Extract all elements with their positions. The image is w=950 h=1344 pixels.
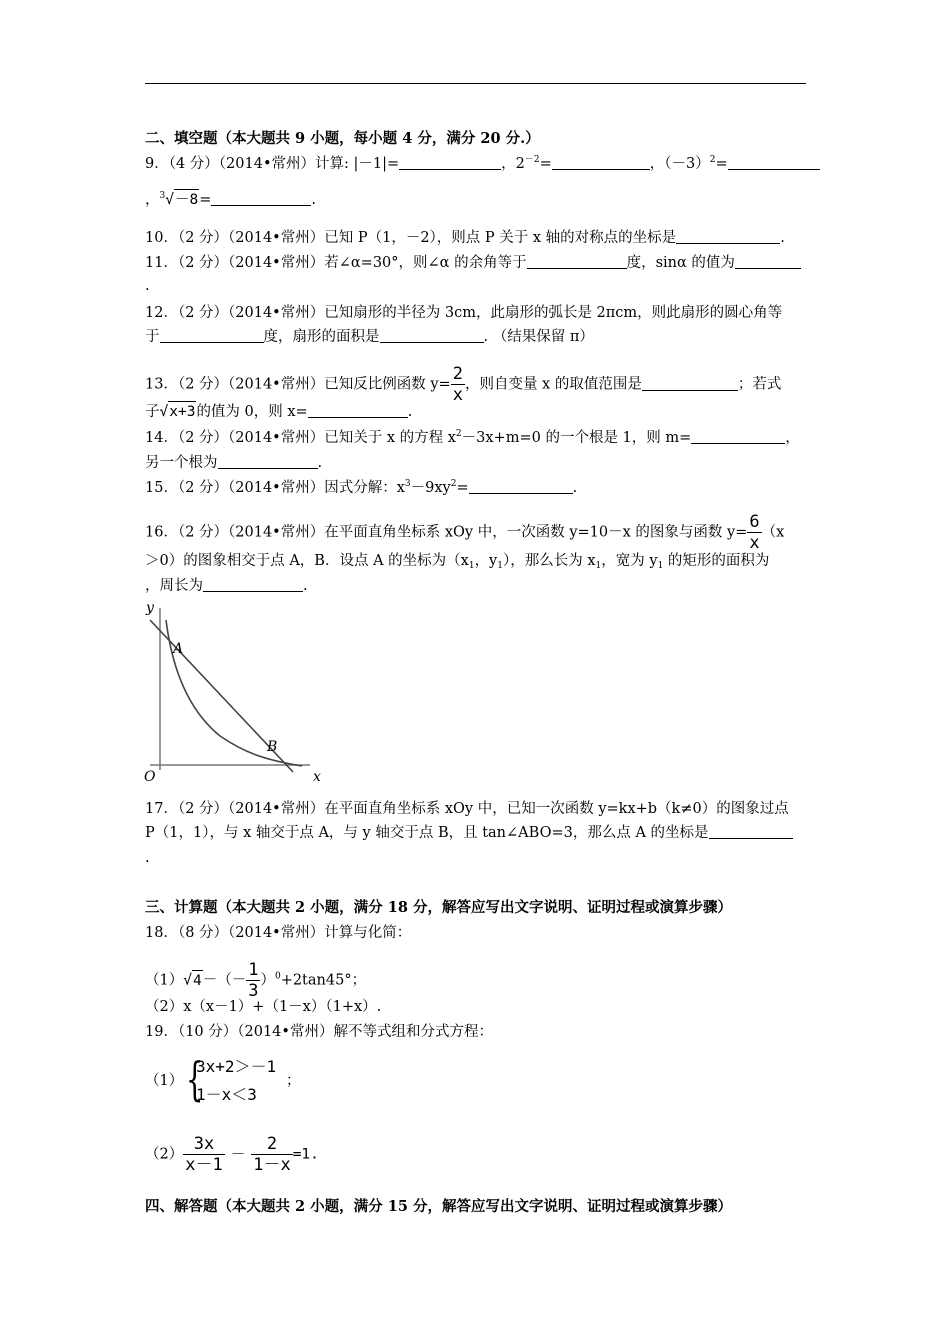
- question-19-part1-label: （1）: [145, 1073, 184, 1089]
- numerator: 2: [251, 1134, 292, 1155]
- denominator: 3: [248, 981, 259, 1001]
- q14-text: 另一个根为: [145, 455, 218, 471]
- fraction-2-over-x: [451, 364, 465, 405]
- hyperbola-line-figure: [140, 598, 340, 790]
- question-12-line1: 12．（2 分）（2014•常州）已知扇形的半径为 3cm，此扇形的弧长是 2πcm，则此扇形的圆心角等: [145, 305, 783, 321]
- answer-blank: [218, 454, 318, 469]
- q9-text: ，2: [501, 156, 525, 172]
- q9-text: =: [199, 192, 212, 208]
- q12-text: . （结果保留 π）: [483, 329, 594, 345]
- q16-text: ，宽为 y: [601, 553, 658, 569]
- denominator: x－1: [185, 1155, 223, 1175]
- question-16-line2: [145, 551, 769, 571]
- question-12-line2: [145, 327, 594, 347]
- origin-label: O: [144, 769, 156, 785]
- question-17-line1: 17．（2 分）（2014•常州）在平面直角坐标系 xOy 中，已知一次函数 y=kx+b（k≠0）的图象过点: [145, 801, 789, 817]
- denominator: x: [452, 385, 463, 405]
- q9-text: 9．（4 分）（2014•常州）计算: |－1|=: [145, 156, 400, 172]
- question-19-title: 19．（10 分）（2014•常州）解不等式组和分式方程：: [145, 1024, 493, 1040]
- q13-text: ；若式: [737, 376, 782, 393]
- q17-text: P（1，1），与 x 轴交于点 A，与 y 轴交于点 B，且 tan∠ABO=3，那么点 A 的坐标是: [145, 825, 709, 841]
- q16-text: 16．（2 分）（2014•常州）在平面直角坐标系 xOy 中，一次函数 y=10－x 的图象与函数 y=: [145, 524, 748, 541]
- point-a-label: A: [173, 641, 184, 657]
- q9-text: =: [715, 156, 728, 172]
- exponent: －2: [524, 155, 540, 165]
- q16-text: ），那么长为 x: [503, 553, 596, 569]
- answer-blank: [527, 254, 627, 269]
- answer-blank: [642, 376, 738, 391]
- question-19-part2: [145, 1134, 319, 1175]
- answer-blank: [552, 155, 650, 170]
- question-14-line2: [145, 453, 322, 473]
- sqrt-body: x+3: [168, 401, 196, 422]
- q13-text: ，则自变量 x 的取值范围是: [464, 376, 642, 393]
- q18-text: ）: [260, 972, 275, 989]
- q19-part1-end: ；: [286, 1073, 301, 1089]
- radical-sign: √: [159, 404, 169, 420]
- answer-blank: [380, 328, 484, 343]
- answer-blank: [691, 429, 785, 444]
- q18-text: －（－: [202, 972, 247, 989]
- q13-text: 子: [145, 404, 160, 420]
- system-brace: {: [185, 1052, 204, 1106]
- question-15: [145, 478, 577, 498]
- x-axis-label: x: [313, 769, 321, 785]
- q14-text: ，: [785, 430, 800, 446]
- question-18-part1: [145, 960, 366, 1001]
- subscript: 1: [595, 561, 602, 571]
- exponent: 0: [274, 971, 281, 982]
- q9-text: ，: [145, 192, 160, 208]
- q11-text: 度，sinα 的值为: [626, 255, 735, 271]
- answer-blank: [160, 328, 264, 343]
- q18-text: +2tan45°；: [280, 972, 367, 989]
- subscript: 1: [657, 561, 664, 571]
- fraction-6-over-x: [747, 512, 761, 553]
- sqrt-body: 4: [192, 970, 203, 991]
- point-b-label: B: [267, 739, 278, 755]
- q17-end: .: [145, 850, 150, 866]
- y-axis-label: y: [146, 600, 154, 616]
- q16-text: ，y: [474, 553, 498, 569]
- answer-blank: [709, 824, 793, 839]
- denominator: x: [749, 533, 760, 553]
- question-16-line1: [145, 512, 784, 553]
- q11-end: .: [145, 278, 150, 294]
- q16-text: 的矩形的面积为: [663, 553, 770, 569]
- q16-text: .: [303, 578, 308, 594]
- q13-text: .: [407, 404, 413, 420]
- exponent: 2: [709, 155, 716, 165]
- inequality-1: 3x+2＞－1: [196, 1057, 277, 1076]
- question-9: [145, 154, 820, 174]
- fraction-3x-over-x-minus-1: [183, 1134, 224, 1175]
- section-heading-fill: 二、填空题（本大题共 9 小题，每小题 4 分，满分 20 分.）: [145, 130, 540, 147]
- question-16-line3: [145, 576, 308, 596]
- answer-blank: [308, 403, 408, 418]
- q15-text: 15．（2 分）（2014•常州）因式分解：x: [145, 480, 405, 496]
- fraction-2-over-1-minus-x: [251, 1134, 292, 1175]
- q18-text: （1）: [145, 972, 184, 989]
- q16-text: ，周长为: [145, 578, 203, 594]
- answer-blank: [211, 191, 311, 206]
- cube-root-body: －8: [174, 189, 199, 210]
- answer-blank: [399, 155, 501, 170]
- inequality-2: 1－x＜3: [196, 1085, 257, 1104]
- numerator: 3x: [183, 1134, 224, 1155]
- q12-text: 于: [145, 329, 160, 345]
- question-17-line2: [145, 823, 793, 843]
- radical-sign: √: [183, 972, 192, 989]
- exponent: 2: [450, 479, 457, 489]
- q14-text: －3x+m=0 的一个根是 1，则 m=: [461, 430, 692, 446]
- q9-text: .: [311, 192, 316, 208]
- numerator: 6: [749, 512, 760, 532]
- q13-text: 的值为 0，则 x=: [196, 404, 308, 420]
- q16-text: ＞0）的图象相交于点 A，B．设点 A 的坐标为（x: [145, 553, 469, 569]
- q19-text: （2）: [145, 1146, 184, 1163]
- answer-blank: [728, 155, 820, 170]
- q12-text: 度，扇形的面积是: [263, 329, 380, 345]
- answer-blank: [203, 577, 303, 592]
- question-10: [145, 228, 785, 248]
- q11-text: 11．（2 分）（2014•常州）若∠α=30°，则∠α 的余角等于: [145, 255, 527, 271]
- question-9-cont: [145, 189, 316, 210]
- question-13-line2: [145, 401, 412, 422]
- q15-text: －9xy: [410, 480, 451, 496]
- header-rule: [145, 83, 806, 84]
- answer-blank: [469, 479, 573, 494]
- question-18-title: 18．（8 分）（2014•常州）计算与化简：: [145, 925, 412, 941]
- exponent: 2: [455, 429, 462, 439]
- section-heading-answer: 四、解答题（本大题共 2 小题，满分 15 分，解答应写出文字说明、证明过程或演算步骤）: [145, 1198, 732, 1215]
- q10-text: 10．（2 分）（2014•常州）已知 P（1，－2），则点 P 关于 x 轴的对称点的坐标是: [145, 230, 677, 246]
- minus-sign: －: [230, 1146, 246, 1163]
- q9-text: =: [539, 156, 552, 172]
- subscript: 1: [497, 561, 503, 571]
- root-index: 3: [159, 191, 166, 201]
- section-heading-calc: 三、计算题（本大题共 2 小题，满分 18 分，解答应写出文字说明、证明过程或演算步骤）: [145, 899, 732, 916]
- subscript: 1: [468, 561, 475, 571]
- exponent: 3: [404, 479, 411, 489]
- numerator: 1: [248, 960, 259, 980]
- q15-text: =: [456, 480, 469, 496]
- q14-text: .: [317, 455, 323, 471]
- question-13-line1: [145, 364, 781, 405]
- answer-blank: [735, 254, 801, 269]
- inverse-proportion-curve: [166, 620, 302, 766]
- fraction-1-over-3: [246, 960, 260, 1001]
- q13-text: 13．（2 分）（2014•常州）已知反比例函数 y=: [145, 376, 451, 393]
- q14-text: 14．（2 分）（2014•常州）已知关于 x 的方程 x: [145, 430, 456, 446]
- q16-text: （x: [761, 524, 785, 541]
- q10-text: .: [780, 230, 785, 246]
- q15-text: .: [572, 480, 578, 496]
- denominator: 1－x: [253, 1155, 291, 1175]
- radical-sign: √: [165, 192, 174, 208]
- q19-text: =1.: [292, 1146, 319, 1163]
- numerator: 2: [452, 364, 463, 384]
- question-18-part2: （2）x（x－1）+（1－x）（1+x）.: [145, 999, 382, 1015]
- question-11: [145, 253, 801, 273]
- q9-text: ，（－3）: [649, 156, 710, 172]
- question-14-line1: [145, 428, 800, 448]
- answer-blank: [676, 229, 780, 244]
